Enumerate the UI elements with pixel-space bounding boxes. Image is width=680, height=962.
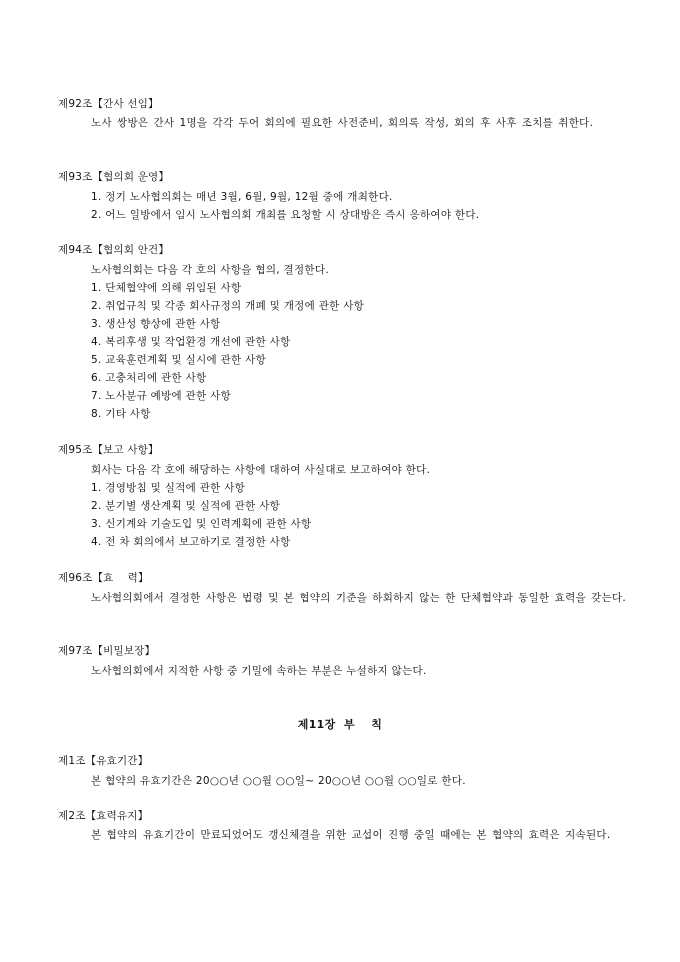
list-item: 2. 취업규칙 및 각종 회사규정의 개폐 및 개정에 관한 사항 [91,300,365,312]
article-text: 노사협의회에서 지적한 사항 중 기밀에 속하는 부분은 누설하지 않는다. [91,665,427,677]
chapter-title: 제11장 부 칙 [297,718,383,731]
list-item: 3. 생산성 향상에 관한 사항 [91,318,221,330]
article-94 [58,243,628,423]
list-item: 2. 어느 일방에서 임시 노사협의회 개최를 요청할 시 상대방은 즉시 응하여야 한다. [91,209,480,221]
article-title: 제97조【비밀보장】 [58,645,156,657]
list-item: 5. 교육훈련계획 및 실시에 관한 사항 [91,354,267,366]
article-title: 제95조【보고 사항】 [58,444,159,456]
supplementary-article-1 [58,754,628,790]
article-title: 제94조【협의회 안건】 [58,244,170,256]
article-92 [58,97,628,133]
list-item: 1. 단체협약에 의해 위임된 사항 [91,282,242,294]
article-intro: 노사협의회는 다음 각 호의 사항을 협의, 결정한다. [91,264,329,276]
supplementary-article-2 [58,809,628,845]
article-title: 제92조【간사 선임】 [58,98,159,110]
article-97 [58,644,628,680]
article-title: 제93조【협의회 운영】 [58,171,170,183]
list-item: 4. 전 차 회의에서 보고하기로 결정한 사항 [91,536,291,548]
article-text: 노사 쌍방은 간사 1명을 각각 두어 회의에 필요한 사전준비, 회의록 작성, 회의 후 사후 조치를 취한다. [91,117,594,129]
article-title: 제2조【효력유지】 [58,810,149,822]
article-text: 본 협약의 유효기간은 20○○년 ○○월 ○○일~ 20○○년 ○○월 ○○일로 한다. [91,775,466,787]
list-item: 4. 복리후생 및 작업환경 개선에 관한 사항 [91,336,291,348]
article-title: 제1조【유효기간】 [58,755,149,767]
list-item: 1. 정기 노사협의회는 매년 3월, 6월, 9월, 12월 중에 개최한다. [91,191,393,203]
list-item: 3. 신기계와 기술도입 및 인력계획에 관한 사항 [91,518,312,530]
article-95 [58,443,628,551]
list-item: 7. 노사분규 예방에 관한 사항 [91,390,232,402]
article-text: 본 협약의 유효기간이 만료되었어도 갱신체결을 위한 교섭이 진행 중일 때에는 본 협약의 효력은 지속된다. [91,829,611,841]
article-text: 노사협의회에서 결정한 사항은 법령 및 본 협약의 기준을 하회하지 않는 한 단체협약과 동일한 효력을 갖는다. [91,592,627,604]
list-item: 2. 분기별 생산계획 및 실적에 관한 사항 [91,500,281,512]
article-96 [58,571,628,608]
list-item: 1. 경영방침 및 실적에 관한 사항 [91,482,246,494]
list-item: 6. 고충처리에 관한 사항 [91,372,207,384]
article-title: 제96조【효 력】 [58,572,149,584]
article-intro: 회사는 다음 각 호에 해당하는 사항에 대하여 사실대로 보고하여야 한다. [91,464,431,476]
list-item: 8. 기타 사항 [91,408,151,420]
article-93 [58,170,628,224]
